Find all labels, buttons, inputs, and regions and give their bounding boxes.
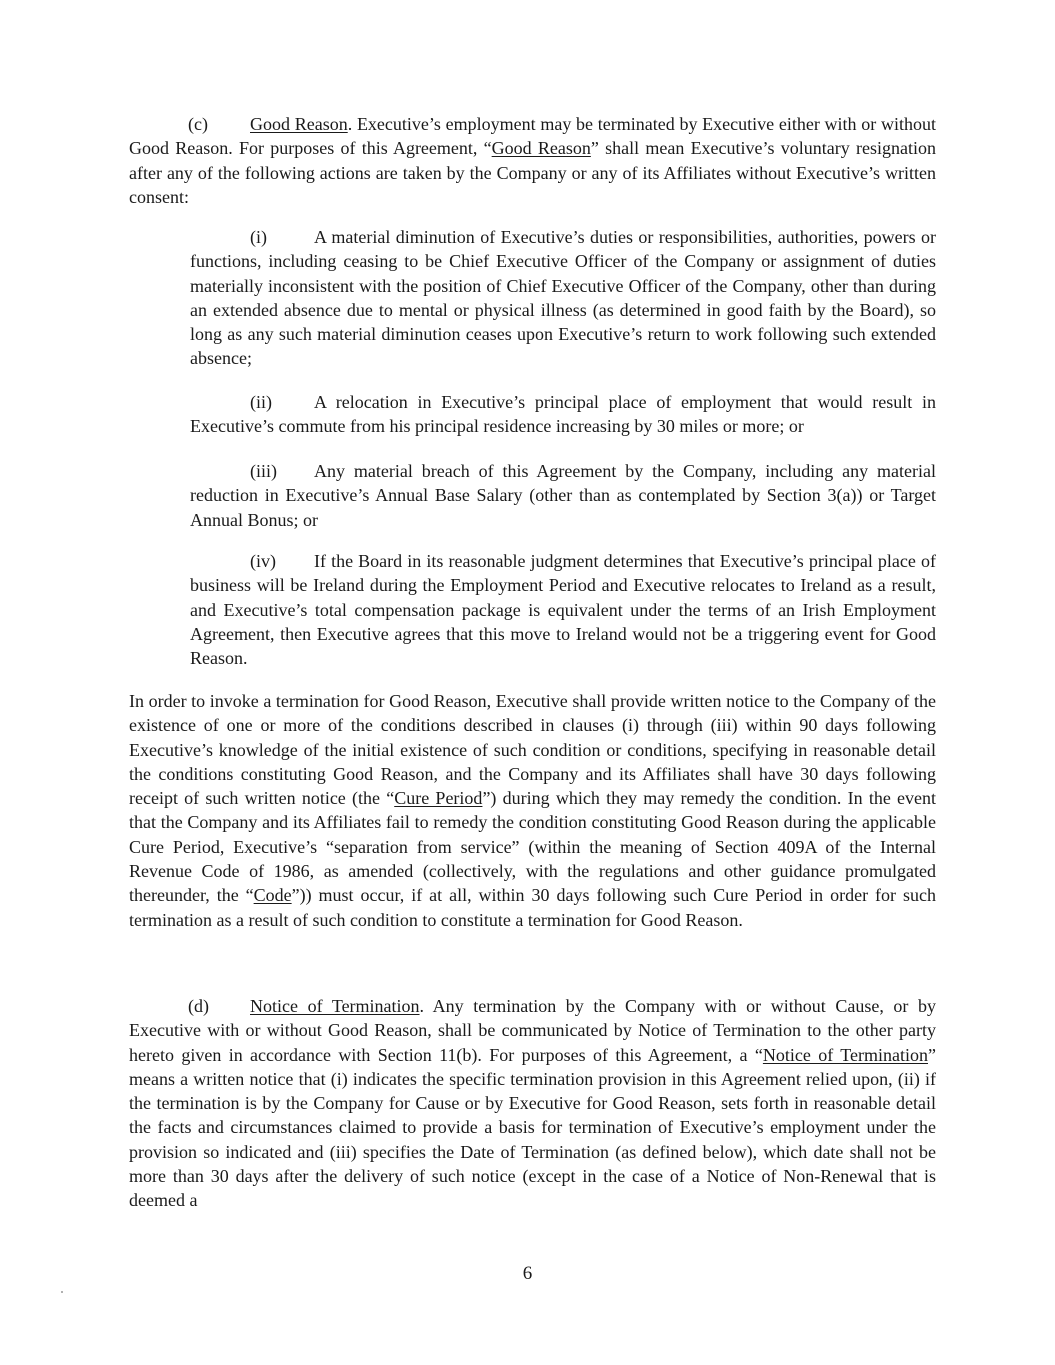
- clause-ii-text: A relocation in Executive’s principal place of employment that would result in Executive’s commute from his principal residence increasing by 30 miles or more; or: [190, 392, 936, 437]
- section-c-heading: Good Reason: [250, 114, 348, 134]
- scan-speck: [61, 1291, 63, 1293]
- clause-iv-text: If the Board in its reasonable judgment determines that Executive’s principal place of business will be Ireland during the Employment Period and Executive relocates to Ireland as a result, and Executive’s total compensation package is equivalent under the terms of an Irish Employment Agreement, then Executive agrees that this move to Ireland would not be a triggering event for Good Reason.: [190, 551, 936, 669]
- code-term: Code: [253, 885, 292, 906]
- clause-ii: [190, 390, 936, 439]
- good-reason-invocation-paragraph: [129, 689, 936, 932]
- clause-ii-number: (ii): [250, 392, 272, 412]
- section-d-heading: Notice of Termination: [250, 996, 420, 1016]
- section-c-defined-term: Good Reason: [491, 138, 591, 159]
- clause-i-text: A material diminution of Executive’s duties or responsibilities, authorities, powers or functions, including ceasing to be Chief Executive Officer of the Company or assignment of duties materially inconsistent with the position of Chief Executive Officer of the Company, other than during an extended absence due to mental or physical illness (as determined in good faith by the Board), so long as any such material diminution ceases upon Executive’s return to work following such extended absence;: [190, 227, 936, 369]
- clause-iii: [190, 459, 936, 532]
- invoke-text-3: ”)) must occur, if at all, within 30 days following such Cure Period in order for such termination as a result of such condition to constitute a termination for Good Reason.: [129, 885, 936, 930]
- section-c-good-reason: [129, 112, 936, 209]
- section-c-text-1: . Executive’s employment may be terminated by Executive either with or without Good Reason. For purposes of this Agreement, “: [129, 114, 936, 159]
- section-d-defined-term: Notice of Termination: [762, 1044, 928, 1065]
- clause-iii-number: (iii): [250, 461, 277, 481]
- section-d-notice-of-termination: [129, 994, 936, 1213]
- section-d-text-1: . Any termination by the Company with or without Cause, or by Executive with or without Good Reason, shall be communicated by Notice of Termination to the other party hereto given in accordance with Section 11(b). For purposes of this Agreement, a “: [129, 996, 936, 1065]
- section-d-number: (d): [188, 996, 209, 1016]
- section-d-text-2: ” means a written notice that (i) indicates the specific termination provision in this Agreement relied upon, (ii) if the termination is by the Company for Cause or by Executive for Good Reason, sets forth in reasonable detail the facts and circumstances claimed to provide a basis for termination of Executive’s employment under the provision so indicated and (iii) specifies the Date of Termination (as defined below), which date shall not be more than 30 days after the delivery of such notice (except in the case of a Notice of Non-Renewal that is deemed a: [129, 1044, 936, 1211]
- clause-iii-text: Any material breach of this Agreement by the Company, including any material reduction in Executive’s Annual Base Salary (other than as contemplated by Section 3(a)) or Target Annual Bonus; or: [190, 461, 936, 530]
- clause-i: [190, 225, 936, 371]
- invoke-text-1: In order to invoke a termination for Good Reason, Executive shall provide written notice to the Company of the existence of one or more of the conditions described in clauses (i) through (iii) within 90 days following Executive’s knowledge of the initial existence of such condition or conditions, specifying in reasonable detail the conditions constituting Good Reason, and the Company and its Affiliates shall have 30 days following receipt of such written notice (the “: [129, 691, 936, 809]
- cure-period-term: Cure Period: [394, 788, 483, 809]
- section-c-number: (c): [188, 114, 208, 134]
- clause-i-number: (i): [250, 227, 267, 247]
- invoke-text-2: ”) during which they may remedy the condition. In the event that the Company and its Affiliates fail to remedy the condition constituting Good Reason during the applicable Cure Period, Executive’s “separation from service” (within the meaning of Section 409A of the Internal Revenue Code of 1986, as amended (collectively, with the regulations and other guidance promulgated thereunder, the “: [129, 788, 937, 906]
- clause-iv: [190, 549, 936, 670]
- page-number: 6: [522, 1263, 533, 1284]
- section-c-text-2: ” shall mean Executive’s voluntary resignation after any of the following actions are taken by the Company or any of its Affiliates without Executive’s written consent:: [129, 138, 936, 207]
- clause-iv-number: (iv): [250, 551, 276, 571]
